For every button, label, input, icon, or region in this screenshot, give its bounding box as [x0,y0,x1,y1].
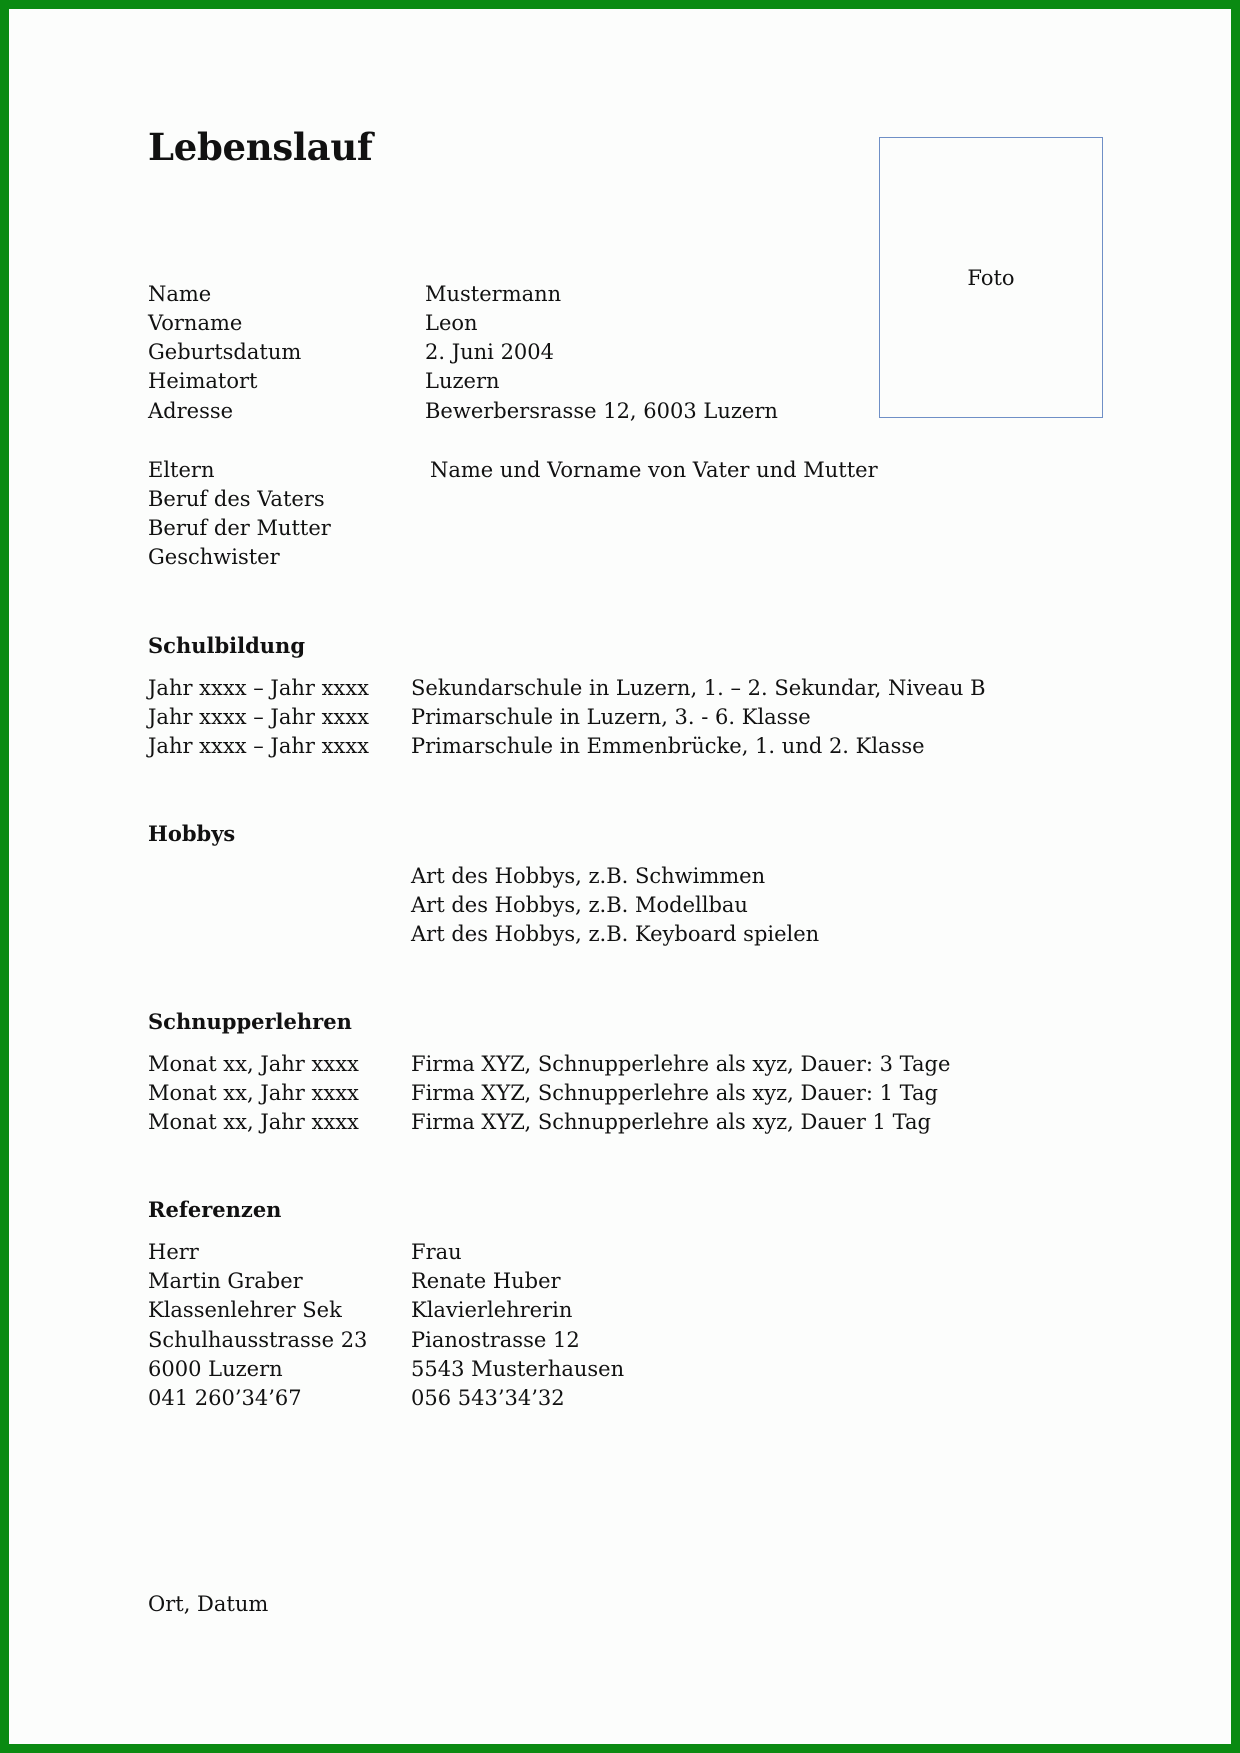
personal-label-adresse: Adresse [148,399,234,423]
reference-right-line: Pianostrasse 12 [411,1328,580,1352]
reference-right-line: Frau [411,1240,462,1264]
family-label-geschwister: Geschwister [148,545,280,569]
photo-placeholder [879,137,1103,418]
section-heading-hobbys: Hobbys [148,821,236,846]
schnupperlehre-text: Firma XYZ, Schnupperlehre als xyz, Dauer: 3 Tage [411,1052,951,1076]
reference-left-line: Schulhausstrasse 23 [148,1328,368,1352]
schnupperlehre-text: Firma XYZ, Schnupperlehre als xyz, Dauer: 1 Tag [411,1081,938,1105]
schulbildung-date: Jahr xxxx – Jahr xxxx [148,705,369,729]
schulbildung-date: Jahr xxxx – Jahr xxxx [148,676,369,700]
reference-left-line: 041 260’34’67 [148,1386,302,1410]
section-heading-schnupperlehren: Schnupperlehren [148,1009,352,1034]
schulbildung-text: Primarschule in Luzern, 3. - 6. Klasse [411,705,811,729]
reference-right-line: 5543 Musterhausen [411,1357,625,1381]
personal-value-name: Mustermann [425,282,562,306]
reference-right-line: 056 543’34’32 [411,1386,565,1410]
reference-right-line: Renate Huber [411,1269,561,1293]
schnupperlehre-date: Monat xx, Jahr xxxx [148,1052,359,1076]
reference-left-line: 6000 Luzern [148,1357,283,1381]
personal-label-name: Name [148,282,212,306]
reference-left-line: Martin Graber [148,1269,303,1293]
family-label-beruf-mutter: Beruf der Mutter [148,516,331,540]
section-heading-referenzen: Referenzen [148,1197,282,1222]
schulbildung-text: Sekundarschule in Luzern, 1. – 2. Sekundar, Niveau B [411,676,986,700]
section-heading-schulbildung: Schulbildung [148,633,306,658]
ort-datum: Ort, Datum [148,1592,269,1616]
personal-label-vorname: Vorname [148,311,243,335]
reference-left-line: Herr [148,1240,199,1264]
schulbildung-date: Jahr xxxx – Jahr xxxx [148,734,369,758]
hobby-item: Art des Hobbys, z.B. Keyboard spielen [411,922,820,946]
page-title: Lebenslauf [148,125,373,169]
reference-right-line: Klavierlehrerin [411,1298,573,1322]
personal-value-adresse: Bewerbersrasse 12, 6003 Luzern [425,399,778,423]
hobby-item: Art des Hobbys, z.B. Modellbau [411,893,748,917]
schnupperlehre-text: Firma XYZ, Schnupperlehre als xyz, Dauer 1 Tag [411,1110,931,1134]
family-label-beruf-vater: Beruf des Vaters [148,487,325,511]
hobby-item: Art des Hobbys, z.B. Schwimmen [411,864,766,888]
schnupperlehre-date: Monat xx, Jahr xxxx [148,1081,359,1105]
personal-value-heimatort: Luzern [425,369,500,393]
family-label-eltern: Eltern [148,458,215,482]
schulbildung-text: Primarschule in Emmenbrücke, 1. und 2. Klasse [411,734,925,758]
personal-value-geburtsdatum: 2. Juni 2004 [425,340,555,364]
photo-label: Foto [967,266,1015,290]
personal-label-geburtsdatum: Geburtsdatum [148,340,302,364]
reference-left-line: Klassenlehrer Sek [148,1298,342,1322]
schnupperlehre-date: Monat xx, Jahr xxxx [148,1110,359,1134]
family-value-eltern: Name und Vorname von Vater und Mutter [430,458,878,482]
personal-label-heimatort: Heimatort [148,369,258,393]
personal-value-vorname: Leon [425,311,478,335]
